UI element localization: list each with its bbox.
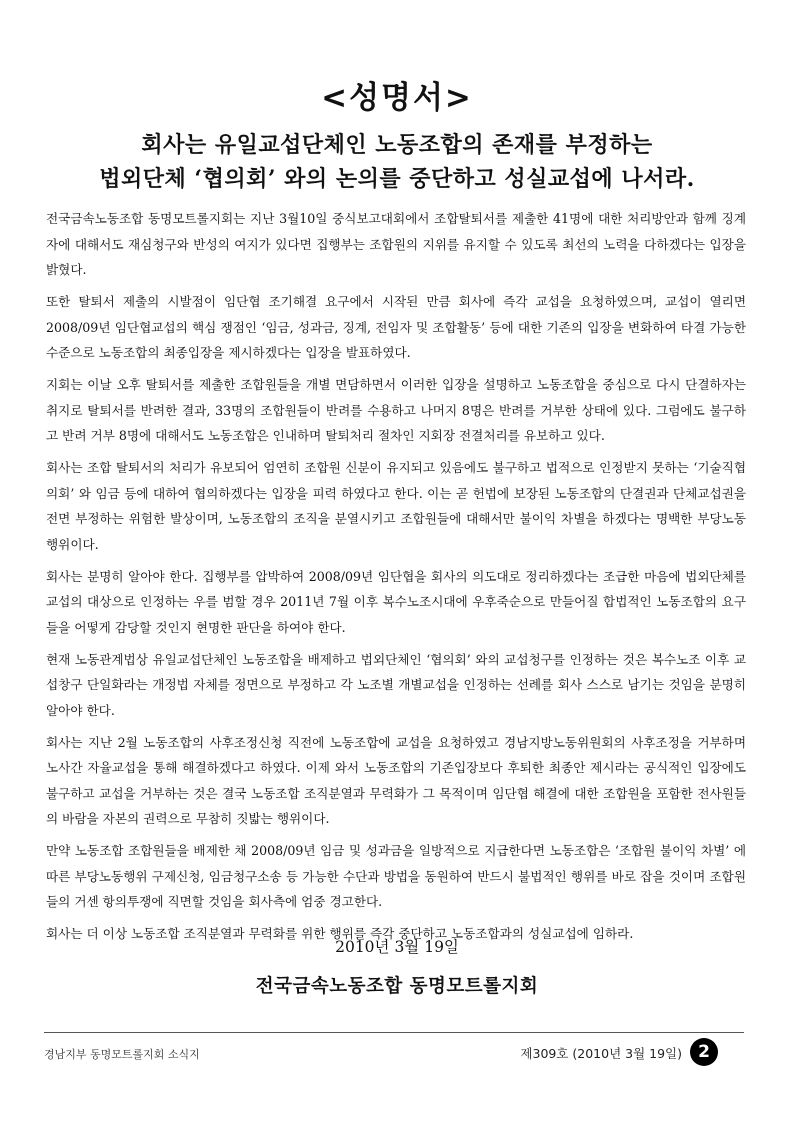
document-title: <성명서> [321,80,473,116]
issue-info: 제309호 (2010년 3월 19일) [520,1046,682,1061]
headline-line-1: 회사는 유일교섭단체인 노동조합의 존재를 부정하는 [141,132,653,158]
paragraph: 또한 탈퇴서 제출의 시발점이 임단협 조기해결 요구에서 시작된 만큼 회사에 즉각 교섭을 요청하였으며, 교섭이 열리면 2008/09년 임단협교섭의 핵심 쟁점인 ‘임금, 성과금, 징계, 전임자 및 조합활동’ 등에 대한 기존의 입장을 변화하여 타결 가능한 수준으로 노동조합의 최종입장을 제시하겠다는 입장을 발표하였다. [46,294,746,360]
paragraph: 회사는 지난 2월 노동조합의 사후조정신청 직전에 노동조합에 교섭을 요청하였고 경남지방노동위원회의 사후조정을 거부하며 노사간 자율교섭을 통해 해결하겠다고 하였다. 이제 와서 노동조합의 기존입장보다 후퇴한 최종안 제시라는 공식적인 입장에도 불구하고 교섭을 거부하는 것은 결국 노동조합 조직분열과 무력화가 그 목적이며 임단협 해결에 대한 조합원을 포함한 전사원들의 바람을 자본의 권력으로 무참히 짓밟는 행위이다. [46,734,746,826]
statement-date: 2010년 3월 19일 [335,938,459,956]
paragraph: 회사는 더 이상 노동조합 조직분열과 무력화를 위한 행위를 즉각 중단하고 노동조합과의 성실교섭에 임하라. [46,926,634,941]
paragraph: 지회는 이날 오후 탈퇴서를 제출한 조합원들을 개별 면담하면서 이러한 입장을 설명하고 노동조합을 중심으로 다시 단결하자는 취지로 탈퇴서를 반려한 결과, 33명의 조합원들이 반려를 수용하고 나머지 8명은 반려를 거부한 상태에 있다. 그럼에도 불구하고 반려 거부 8명에 대해서도 노동조합은 인내하며 탈퇴처리 절차인 지회장 전결처리를 유보하고 있다. [46,377,746,443]
newsletter-name: 경남지부 동명모트롤지회 소식지 [44,1048,200,1061]
paragraph: 전국금속노동조합 동명모트롤지회는 지난 3월10일 중식보고대회에서 조합탈퇴서를 제출한 41명에 대한 처리방안과 함께 징계자에 대해서도 재심청구와 반성의 여지가 있다면 집행부는 조합원의 지위를 유지할 수 있도록 최선의 노력을 다하겠다는 입장을 밝혔다. [46,211,746,277]
page-number-badge: 2 [690,1038,718,1066]
headline-line-2: 법외단체 ‘협의회’ 와의 논의를 중단하고 성실교섭에 나서라. [99,166,695,192]
paragraph: 현재 노동관계법상 유일교섭단체인 노동조합을 배제하고 법외단체인 ‘협의회’ 와의 교섭청구를 인정하는 것은 복수노조 이후 교섭창구 단일화라는 개정법 자체를 정면으로 부정하고 각 노조별 개별교섭을 인정하는 선례를 회사 스스로 남기는 것임을 분명히 알아야 한다. [46,651,746,718]
footer-divider [44,1032,744,1033]
paragraph: 만약 노동조합 조합원들을 배제한 채 2008/09년 임금 및 성과금을 일방적으로 지급한다면 노동조합은 ‘조합원 불이익 차별’ 에 따른 부당노동행위 구제신청, 임금청구소송 등 가능한 수단과 방법을 동원하여 반드시 불법적인 행위를 바로 잡을 것이며 조합원들의 거센 항의투쟁에 직면할 것임을 회사측에 엄중 경고한다. [46,843,746,909]
signing-organization: 전국금속노동조합 동명모트롤지회 [255,976,539,997]
statement-body [46,206,746,953]
paragraph: 회사는 조합 탈퇴서의 처리가 유보되어 엄연히 조합원 신분이 유지되고 있음에도 불구하고 법적으로 인정받지 못하는 ‘기술직협의회’ 와 임금 등에 대하여 협의하겠다는 입장을 피력 하였다고 한다. 이는 곧 헌법에 보장된 노동조합의 단결권과 단체교섭권을 전면 부정하는 위험한 발상이며, 노동조합의 조직을 분열시키고 조합원들에 대해서만 불이익 차별을 하겠다는 명백한 부당노동행위이다. [46,460,746,552]
paragraph: 회사는 분명히 알아야 한다. 집행부를 압박하여 2008/09년 임단협을 회사의 의도대로 정리하겠다는 조급한 마음에 법외단체를 교섭의 대상으로 인정하는 우를 범할 경우 2011년 7월 이후 복수노조시대에 우후죽순으로 만들어질 합법적인 노동조합의 요구들을 어떻게 감당할 것인지 현명한 판단을 하여야 한다. [46,568,746,635]
